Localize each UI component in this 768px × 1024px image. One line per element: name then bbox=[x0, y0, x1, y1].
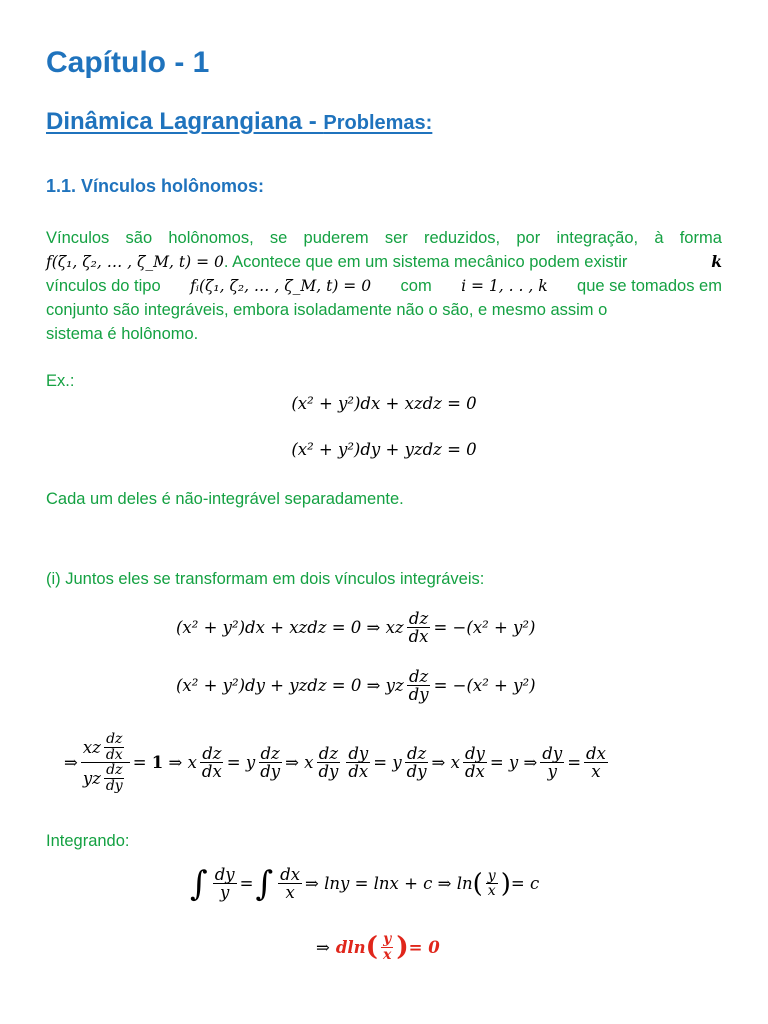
intro-line-1: Vínculos são holônomos, se puderem ser reduzidos, por integração, à forma bbox=[46, 229, 722, 247]
subtitle-main: Dinâmica Lagrangiana - bbox=[46, 108, 324, 135]
section-heading: 1.1. Vínculos holônomos: bbox=[46, 176, 265, 196]
intro-line-2: f(ζ₁, ζ₂, … , ζ_M, t) = 0. Acontece que em um sistema mecânico podem existir k bbox=[46, 250, 722, 274]
intro-line-5: sistema é holônomo. bbox=[46, 325, 199, 343]
index-range: i = 1, . . , k bbox=[461, 277, 548, 295]
example-note: Cada um deles é não-integrável separadamente. bbox=[46, 490, 404, 508]
final-dln: dln bbox=[335, 937, 366, 957]
intro-line-3: vínculos do tipo fᵢ(ζ₁, ζ₂, … , ζ_M, t) = 0 com i = 1, . . , k que se tomados em bbox=[46, 274, 722, 298]
constraint-form: f(ζ₁, ζ₂, … , ζ_M, t) = 0 bbox=[46, 253, 224, 271]
intro-line-4: conjunto são integráveis, embora isoladamente não o são, e mesmo assim o bbox=[46, 301, 608, 319]
eq-integral: ∫ $\frac{dy}{y}$ = ∫ $\frac{dx}{x}$ ⇒ lny = lnx + c ⇒ ln ( $\frac{y}{x}$ ) = c bbox=[190, 863, 540, 904]
k-symbol: k bbox=[711, 252, 722, 271]
integral-sign: ∫ bbox=[190, 863, 208, 904]
example-label: Ex.: bbox=[46, 372, 75, 390]
subtitle-sub: Problemas: bbox=[323, 112, 433, 134]
integral-sign: ∫ bbox=[255, 863, 274, 904]
eq-final: ⇒ dln ( $\frac{y}{x}$ ) = 0 bbox=[316, 931, 440, 963]
integrating-label: Integrando: bbox=[46, 832, 130, 850]
eq-3: (x² + y²)dx + xzdz = 0 ⇒ xz $\frac{dz}{dx}$ = −(x² + y²) bbox=[176, 609, 536, 647]
chapter-title: Capítulo - 1 bbox=[46, 46, 210, 79]
example-eq-1: (x² + y²)dx + xzdz = 0 bbox=[291, 394, 477, 413]
constraint-form-i: fᵢ(ζ₁, ζ₂, … , ζ_M, t) = 0 bbox=[190, 277, 372, 295]
intro-paragraph bbox=[46, 226, 722, 346]
part-i-label: (i) Juntos eles se transformam em dois vínculos integráveis: bbox=[46, 570, 485, 588]
example-eq-2: (x² + y²)dy + yzdz = 0 bbox=[291, 440, 477, 459]
eq-chain: ⇒ xz $\frac{dz}{dx}$ yz $\frac{dz}{dy}$ = 1 ⇒ x $\frac{dz}{dx}$ = y $\frac{dz}{dy}$ ⇒ x $\frac{dz}{dy}$ $\frac{dy}{dx}$ = y $\frac{dz}{dy}$ ⇒ x $\frac{dy}{dx}$ = y ⇒ $\frac{dy}{y}$ = $\frac{dx}{x}$ bbox=[64, 731, 606, 795]
final-equals-zero: = 0 bbox=[408, 937, 440, 957]
subtitle bbox=[46, 108, 432, 136]
eq-4: (x² + y²)dy + yzdz = 0 ⇒ yz $\frac{dz}{dy}$ = −(x² + y²) bbox=[176, 667, 536, 705]
